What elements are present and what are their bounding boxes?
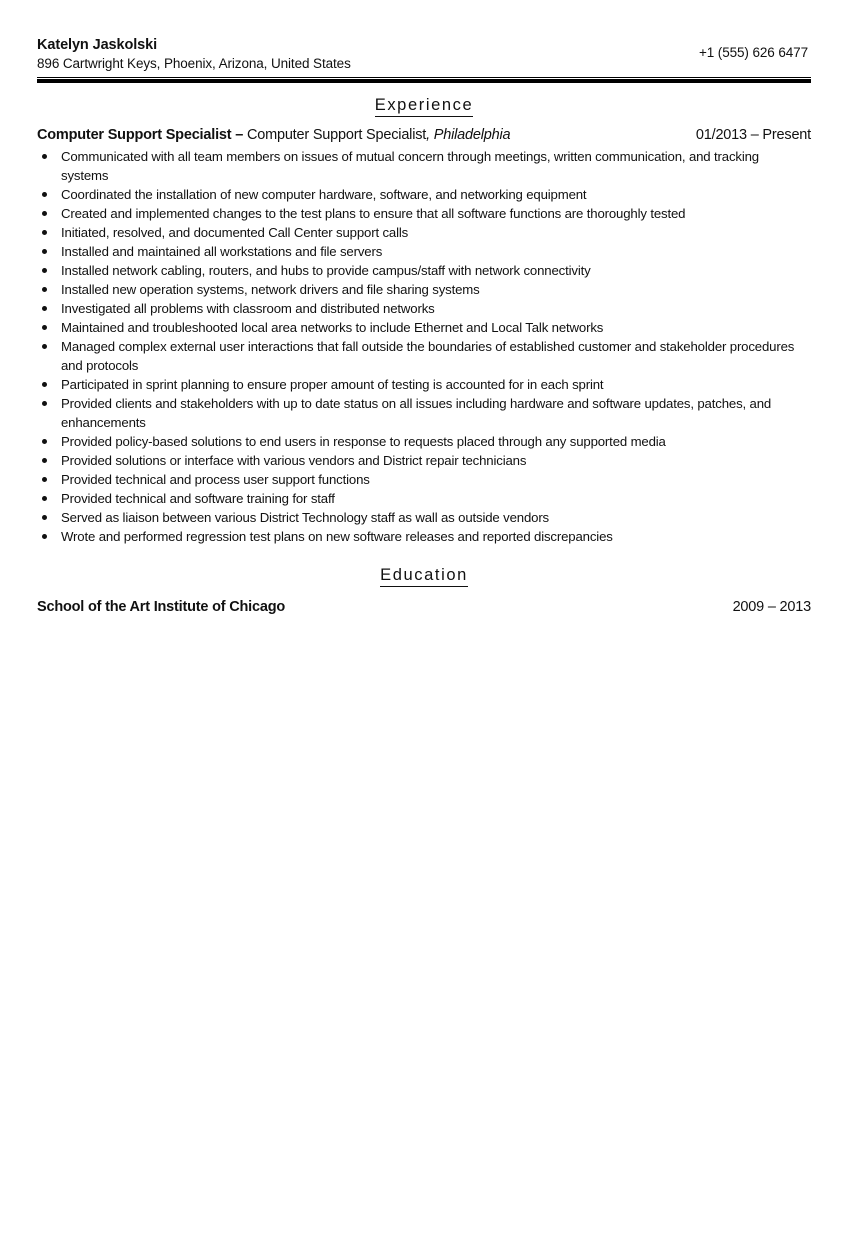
bullet-text: Served as liaison between various District Technology staff as wall as outside vendors [61,510,549,525]
job-employer: Computer Support Specialist [246,127,427,143]
bullet-item [37,299,796,318]
bullet-icon [42,325,47,330]
bullet-icon [42,477,47,482]
education-heading: Education [380,565,468,587]
candidate-name: Katelyn Jaskolski [37,37,158,53]
bullet-item [37,508,796,527]
bullet-item [37,337,796,375]
bullet-item [37,185,796,204]
bullet-text: Created and implemented changes to the test plans to ensure that all software functions are thoroughly tested [61,206,686,221]
bullet-text: Provided technical and software training for staff [61,491,335,506]
candidate-phone: +1 (555) 626 6477 [698,45,808,60]
bullet-item [37,394,796,432]
bullet-item [37,527,796,546]
bullet-icon [42,287,47,292]
job-city: Philadelphia [433,127,511,143]
experience-heading: Experience [375,95,474,117]
bullet-text: Installed new operation systems, network drivers and file sharing systems [61,282,480,297]
bullet-icon [42,439,47,444]
bullet-text: Provided policy-based solutions to end users in response to requests placed through any supported media [61,434,666,449]
bullet-icon [42,515,47,520]
candidate-address: 896 Cartwright Keys, Phoenix, Arizona, United States [37,56,351,71]
bullet-icon [42,382,47,387]
bullet-icon [42,249,47,254]
bullet-item [37,470,796,489]
bullet-text: Maintained and troubleshooted local area networks to include Ethernet and Local Talk networks [61,320,604,335]
bullet-icon [42,230,47,235]
bullet-item [37,375,796,394]
bullet-text: Investigated all problems with classroom and distributed networks [61,301,435,316]
bullet-text: Installed network cabling, routers, and hubs to provide campus/staff with network connectivity [61,263,591,278]
resume-header [37,36,811,72]
education-heading-wrap [37,565,811,587]
job-title-separator: – [231,127,247,143]
bullet-icon [42,344,47,349]
bullet-text: Participated in sprint planning to ensure proper amount of testing is accounted for in each sprint [61,377,604,392]
bullet-item [37,261,796,280]
bullet-item [37,432,796,451]
bullet-icon [42,534,47,539]
job-title: Computer Support Specialist [37,127,232,143]
divider-thin-line [37,77,811,78]
bullet-icon [42,192,47,197]
bullet-icon [42,496,47,501]
bullet-item [37,318,796,337]
bullet-text: Coordinated the installation of new computer hardware, software, and networking equipment [61,187,587,202]
bullet-item [37,147,796,185]
bullet-text: Initiated, resolved, and documented Call Center support calls [61,225,409,240]
divider-thick-line [37,79,811,83]
bullet-item [37,489,796,508]
bullet-icon [42,154,47,159]
bullet-text: Managed complex external user interactions that fall outside the boundaries of established customer and stakeholder procedures and protocols [61,339,795,373]
bullet-icon [42,306,47,311]
bullet-text: Wrote and performed regression test plans on new software releases and reported discrepancies [61,529,613,544]
bullet-text: Installed and maintained all workstations and file servers [61,244,383,259]
school-name: School of the Art Institute of Chicago [37,599,286,615]
bullet-icon [42,211,47,216]
bullet-text: Provided solutions or interface with various vendors and District repair technicians [61,453,527,468]
education-years: 2009 – 2013 [732,599,811,615]
job-bullet-list [37,147,811,546]
resume-page [37,36,811,617]
bullet-text: Provided technical and process user support functions [61,472,370,487]
job-dates: 01/2013 – Present [695,127,811,143]
bullet-icon [42,268,47,273]
job-comma: , [426,127,434,143]
bullet-item [37,223,796,242]
bullet-item [37,242,796,261]
experience-heading-wrap [37,95,811,117]
bullet-item [37,280,796,299]
bullet-text: Provided clients and stakeholders with up to date status on all issues including hardware and software updates, patches, and enhancements [61,396,772,430]
job-header [37,126,811,145]
bullet-item [37,204,796,223]
education-entry [37,598,811,617]
bullet-text: Communicated with all team members on issues of mutual concern through meetings, written communication, and tracking systems [61,149,759,183]
bullet-item [37,451,796,470]
bullet-icon [42,458,47,463]
header-divider [37,77,811,83]
bullet-icon [42,401,47,406]
